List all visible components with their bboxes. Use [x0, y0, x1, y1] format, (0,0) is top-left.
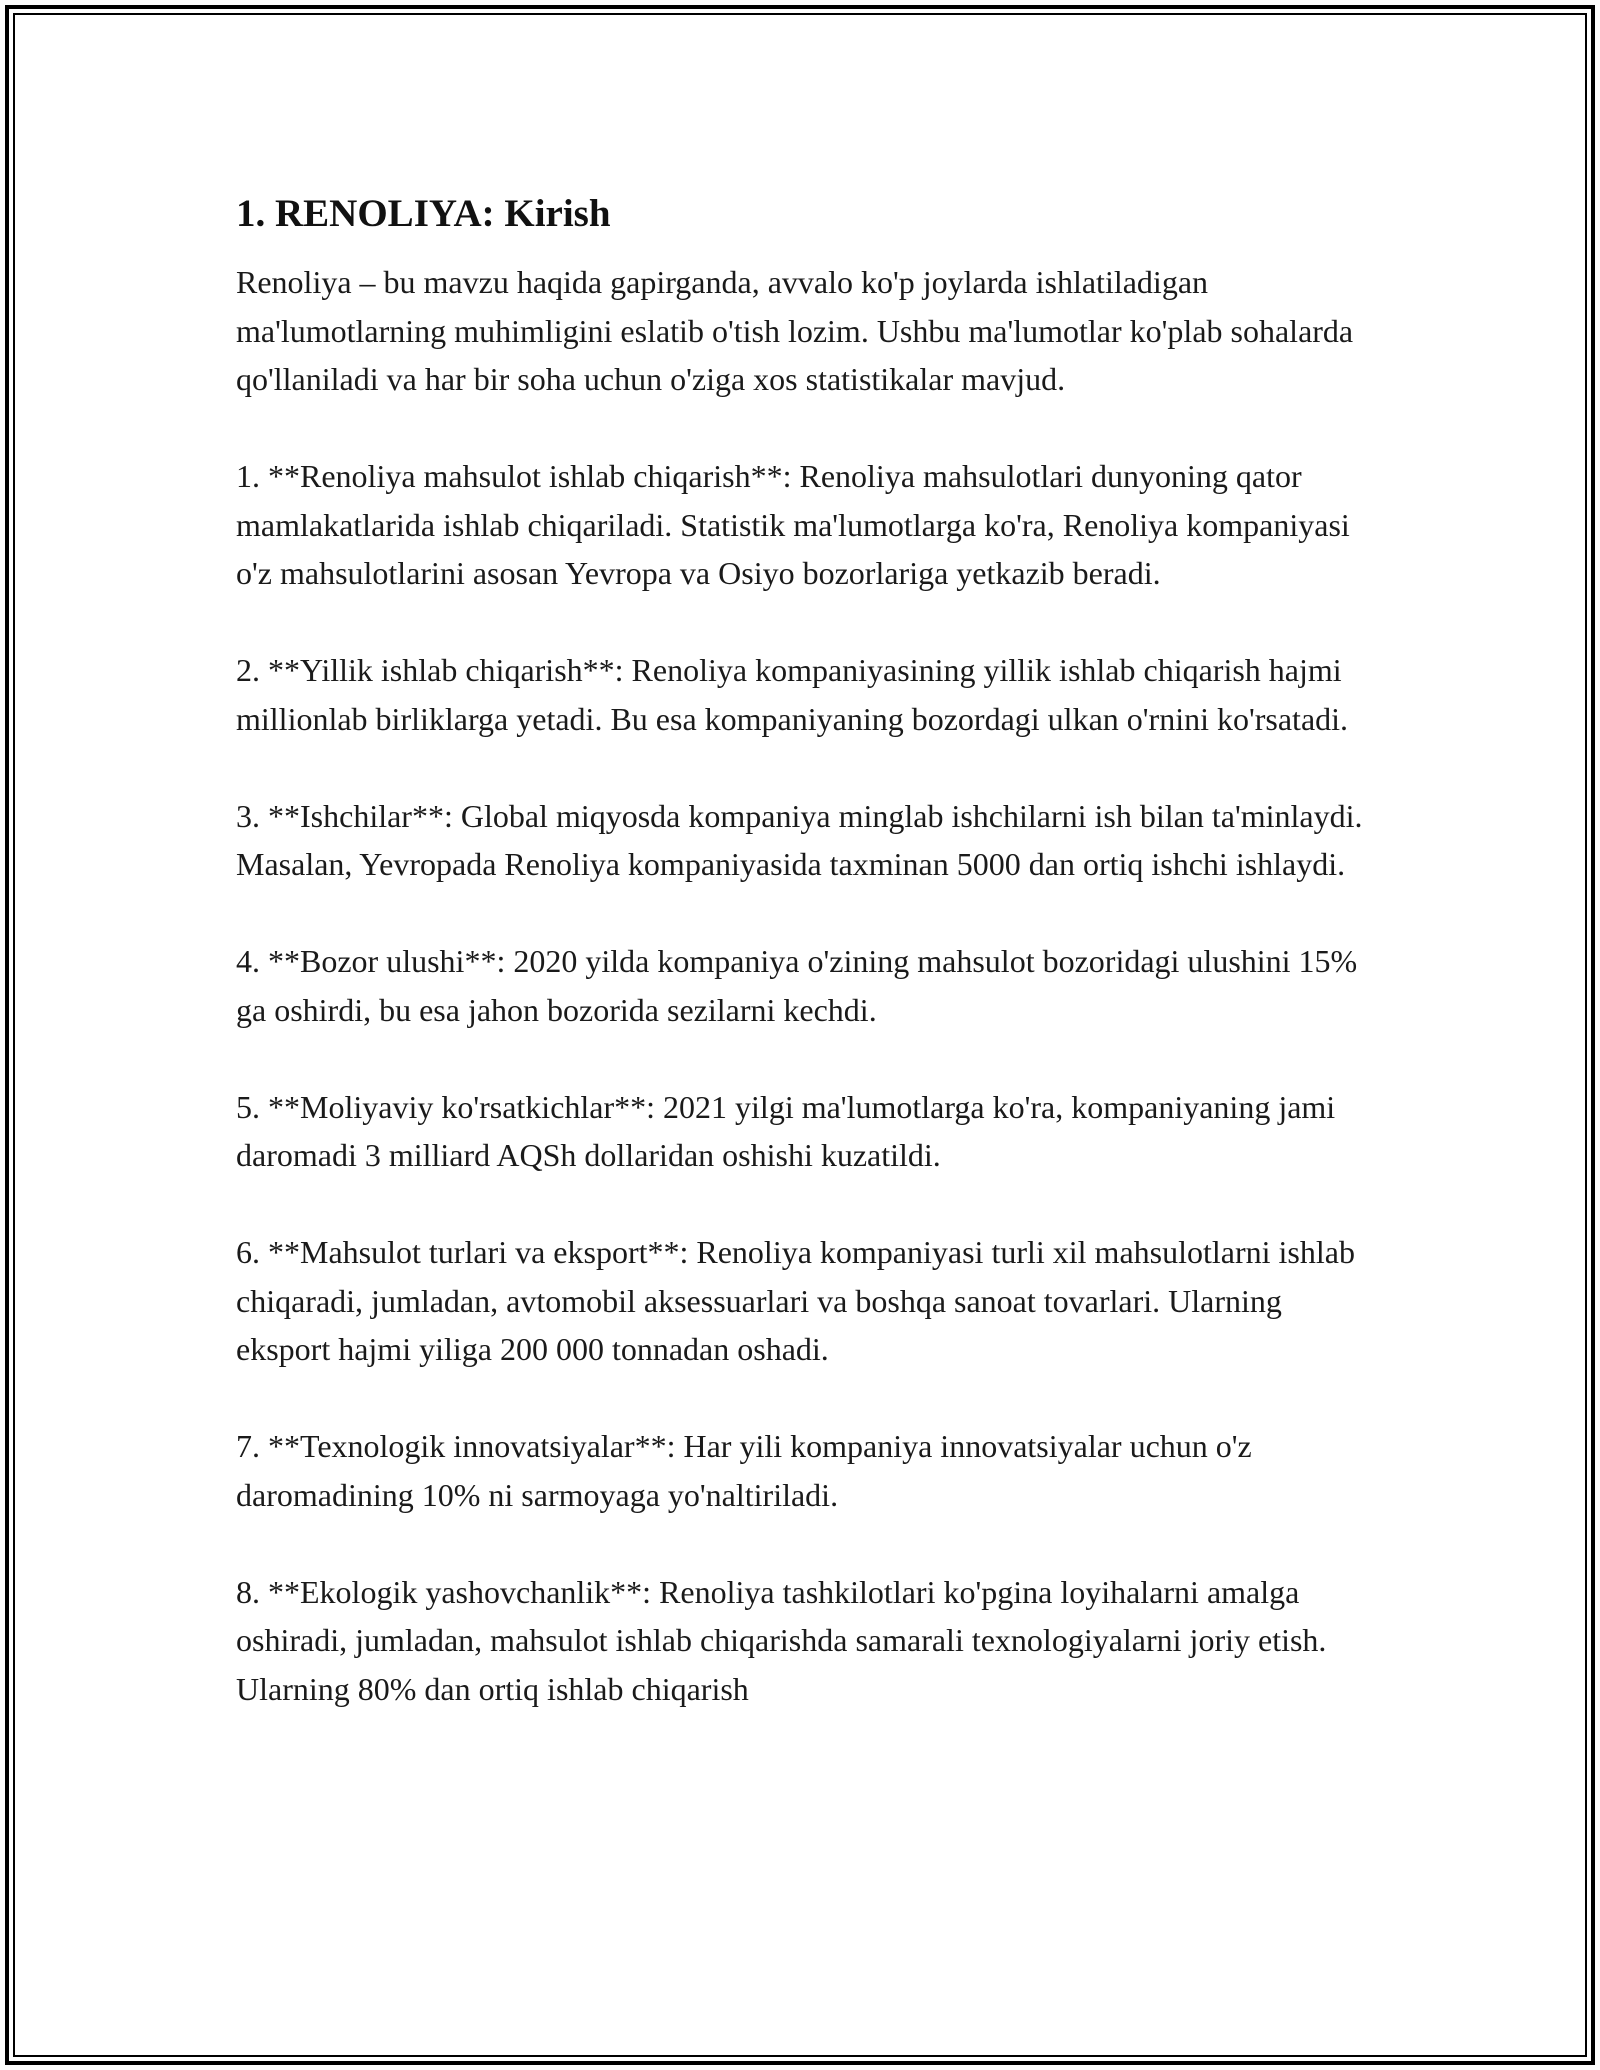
list-item: 1. **Renoliya mahsulot ishlab chiqarish**: Renoliya mahsulotlari dunyoning qator mamlakatlarida ishlab chiqariladi. Statistik ma'lumotlarga ko'ra, Renoliya kompaniyasi o'z mahsulotlarini asosan Yevropa va Osiyo bozorlariga yetkazib beradi. — [236, 458, 1350, 591]
list-item: 3. **Ishchilar**: Global miqyosda kompaniya minglab ishchilarni ish bilan ta'minlaydi. Masalan, Yevropada Renoliya kompaniyasida taxminan 5000 dan ortiq ishchi ishlaydi. — [236, 797, 1363, 882]
list-item: 5. **Moliyaviy ko'rsatkichlar**: 2021 yilgi ma'lumotlarga ko'ra, kompaniyaning jami daromadi 3 milliard AQSh dollaridan oshishi kuzatildi. — [236, 1088, 1336, 1173]
intro-paragraph: Renoliya – bu mavzu haqida gapirganda, avvalo ko'p joylarda ishlatiladigan ma'lumotlarning muhimligini eslatib o'tish lozim. Ushbu ma'lumotlar ko'plab sohalarda qo'llaniladi va har bir soha uchun o'ziga xos statistikalar mavjud. — [236, 264, 1354, 397]
document-page — [236, 186, 1376, 1713]
list-item: 8. **Ekologik yashovchanlik**: Renoliya tashkilotlari ko'pgina loyihalarni amalga oshiradi, jumladan, mahsulot ishlab chiqarishda samarali texnologiyalarni joriy etish. Ularning 80% dan ortiq ishlab chiqarish — [236, 1573, 1327, 1707]
list-item: 4. **Bozor ulushi**: 2020 yilda kompaniya o'zining mahsulot bozoridagi ulushini 15% ga oshirdi, bu esa jahon bozorida sezilarni kechdi. — [236, 943, 1358, 1028]
list-item: 6. **Mahsulot turlari va eksport**: Renoliya kompaniyasi turli xil mahsulotlarni ishlab chiqaradi, jumladan, avtomobil aksessuarlari va boshqa sanoat tovarlari. Ularning eksport hajmi yiliga 200 000 tonnadan oshadi. — [236, 1234, 1355, 1367]
list-item: 7. **Texnologik innovatsiyalar**: Har yili kompaniya innovatsiyalar uchun o'z daromadining 10% ni sarmoyaga yo'naltiriladi. — [236, 1428, 1252, 1513]
page-title: 1. RENOLIYA: Kirish — [236, 192, 611, 235]
list-item: 2. **Yillik ishlab chiqarish**: Renoliya kompaniyasining yillik ishlab chiqarish hajmi millionlab birliklarga yetadi. Bu esa kompaniyaning bozordagi ulkan o'rnini ko'rsatadi. — [236, 652, 1349, 737]
